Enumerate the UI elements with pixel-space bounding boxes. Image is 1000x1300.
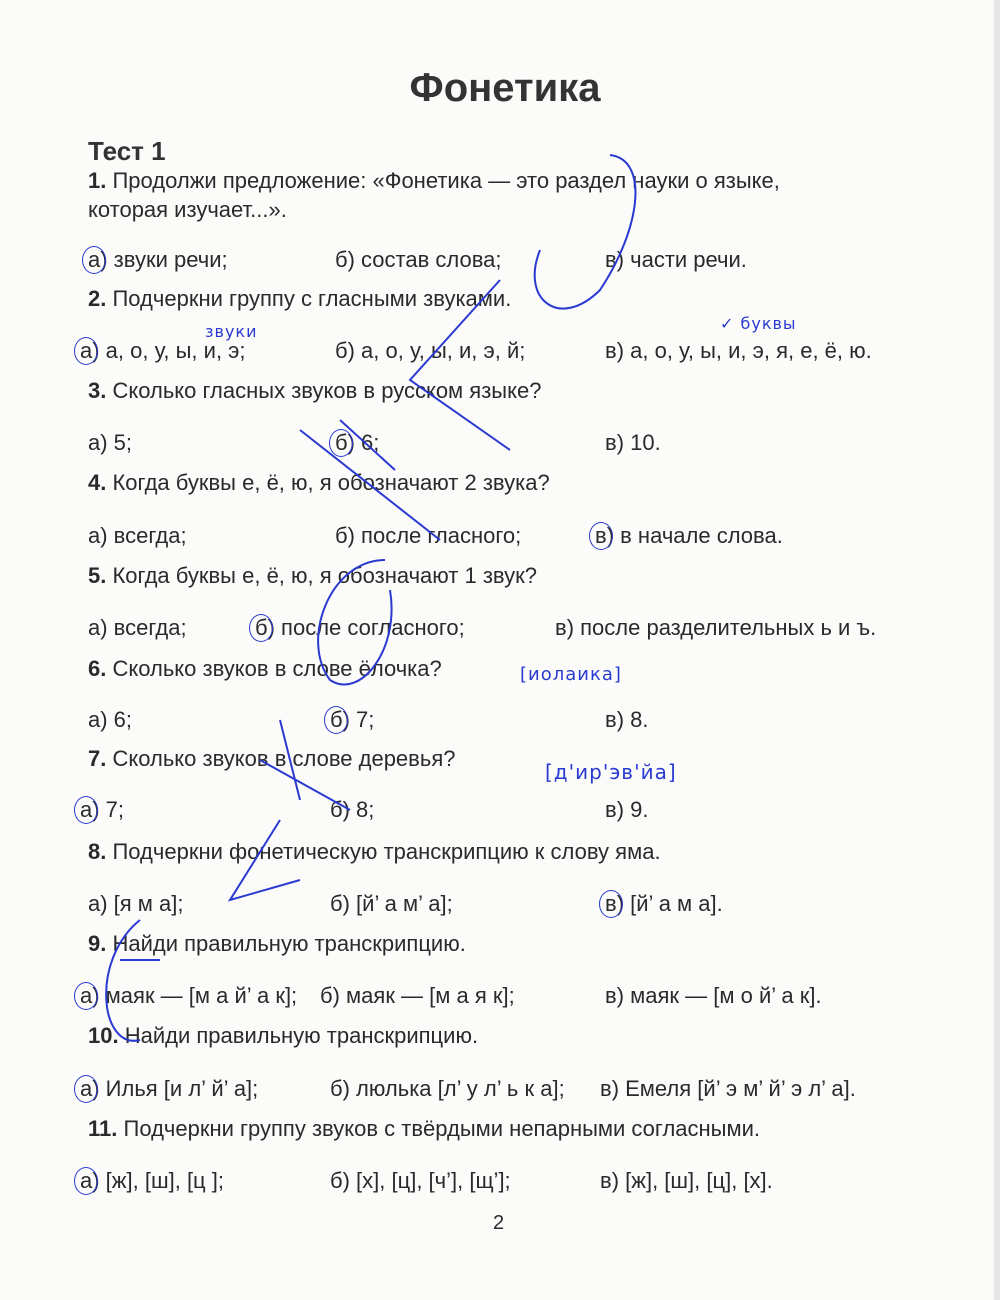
question-text: Когда буквы е, ё, ю, я обозначают 1 звук? <box>112 563 537 588</box>
handwritten-note: [иолаика] <box>520 664 622 685</box>
question-text-cont: которая изучает...». <box>88 197 287 222</box>
answer-option[interactable]: б) [й’ а м’ а]; <box>330 891 453 916</box>
answer-option[interactable]: а) Илья [и л’ й’ а]; <box>80 1076 259 1101</box>
answer-option[interactable]: в) [й’ а м а]. <box>605 891 723 916</box>
answer-option[interactable]: б) после согласного; <box>255 615 465 640</box>
answer-option[interactable]: б) 8; <box>330 797 375 822</box>
answer-option[interactable]: в) 9. <box>605 797 649 822</box>
question-number: 2. <box>88 286 107 311</box>
handwritten-note: ✓ буквы <box>720 314 797 333</box>
question-text: Найди правильную транскрипцию. <box>112 931 466 956</box>
question-text: Сколько гласных звуков в русском языке? <box>112 378 542 403</box>
answer-option[interactable]: в) 10. <box>605 430 661 455</box>
question-number: 6. <box>88 656 107 681</box>
answer-option[interactable]: в) маяк — [м о й’ а к]. <box>605 983 822 1008</box>
question-text: Найди правильную транскрипцию. <box>124 1023 479 1048</box>
question-text: Подчеркни группу с гласными звуками. <box>112 286 512 311</box>
question-number: 11. <box>88 1116 118 1141</box>
answer-option[interactable]: в) а, о, у, ы, и, э, я, е, ё, ю. <box>605 338 872 363</box>
answer-option[interactable]: а) [ж], [ш], [ц ]; <box>80 1168 224 1193</box>
answer-option[interactable]: а) 5; <box>88 430 133 455</box>
answer-option[interactable]: а) 6; <box>88 707 133 732</box>
answer-option[interactable]: а) всегда; <box>88 523 187 548</box>
answer-option[interactable]: б) состав слова; <box>335 247 502 272</box>
answer-option[interactable]: б) [х], [ц], [ч’], [щ’]; <box>330 1168 511 1193</box>
page-number: 2 <box>493 1212 505 1234</box>
question-text: Подчеркни фонетическую транскрипцию к слову яма. <box>112 839 661 864</box>
answer-option[interactable]: а) маяк — [м а й’ а к]; <box>80 983 298 1008</box>
answer-option[interactable]: б) после гласного; <box>335 523 522 548</box>
question-number: 7. <box>88 746 107 771</box>
answer-option[interactable]: в) части речи. <box>605 247 747 272</box>
question-number: 5. <box>88 563 107 588</box>
answer-option[interactable]: а) [я м а]; <box>88 891 184 916</box>
answer-option[interactable]: а) 7; <box>80 797 125 822</box>
question-number: 9. <box>88 931 107 956</box>
question-number: 10. <box>88 1023 119 1048</box>
answer-option[interactable]: в) 8. <box>605 707 649 732</box>
question-text: Продолжи предложение: «Фонетика — это раздел науки о языке, <box>112 168 780 193</box>
answer-option[interactable]: б) маяк — [м а я к]; <box>320 983 515 1008</box>
answer-option[interactable]: б) люлька [л’ у л’ ь к а]; <box>330 1076 565 1101</box>
answer-option[interactable]: в) [ж], [ш], [ц], [х]. <box>600 1168 773 1193</box>
question-text: Когда буквы е, ё, ю, я обозначают 2 звука? <box>112 470 550 495</box>
question-number: 8. <box>88 839 107 864</box>
answer-option[interactable]: б) 6; <box>335 430 380 455</box>
answer-option[interactable]: а) а, о, у, ы, и, э; <box>80 338 246 363</box>
answer-option[interactable]: а) звуки речи; <box>88 247 228 272</box>
question-number: 3. <box>88 378 107 403</box>
question-text: Сколько звуков в слове деревья? <box>112 746 456 771</box>
page-title: Фонетика <box>409 66 601 110</box>
test-title: Тест 1 <box>88 136 166 166</box>
question-number: 4. <box>88 470 107 495</box>
answer-option[interactable]: б) 7; <box>330 707 375 732</box>
handwritten-note: [д'ир'эв'йа] <box>545 760 677 784</box>
handwritten-note: звуки <box>205 322 258 341</box>
question-text: Сколько звуков в слове ёлочка? <box>112 656 442 681</box>
question-number: 1. <box>88 168 107 193</box>
answer-option[interactable]: в) после разделительных ь и ъ. <box>555 615 877 640</box>
answer-option[interactable]: в) в начале слова. <box>595 523 783 548</box>
answer-option[interactable]: в) Емеля [й’ э м’ й’ э л’ а]. <box>600 1076 856 1101</box>
answer-option[interactable]: б) а, о, у, ы, и, э, й; <box>335 338 526 363</box>
answer-option[interactable]: а) всегда; <box>88 615 187 640</box>
question-text: Подчеркни группу звуков с твёрдыми непарными согласными. <box>123 1116 761 1141</box>
